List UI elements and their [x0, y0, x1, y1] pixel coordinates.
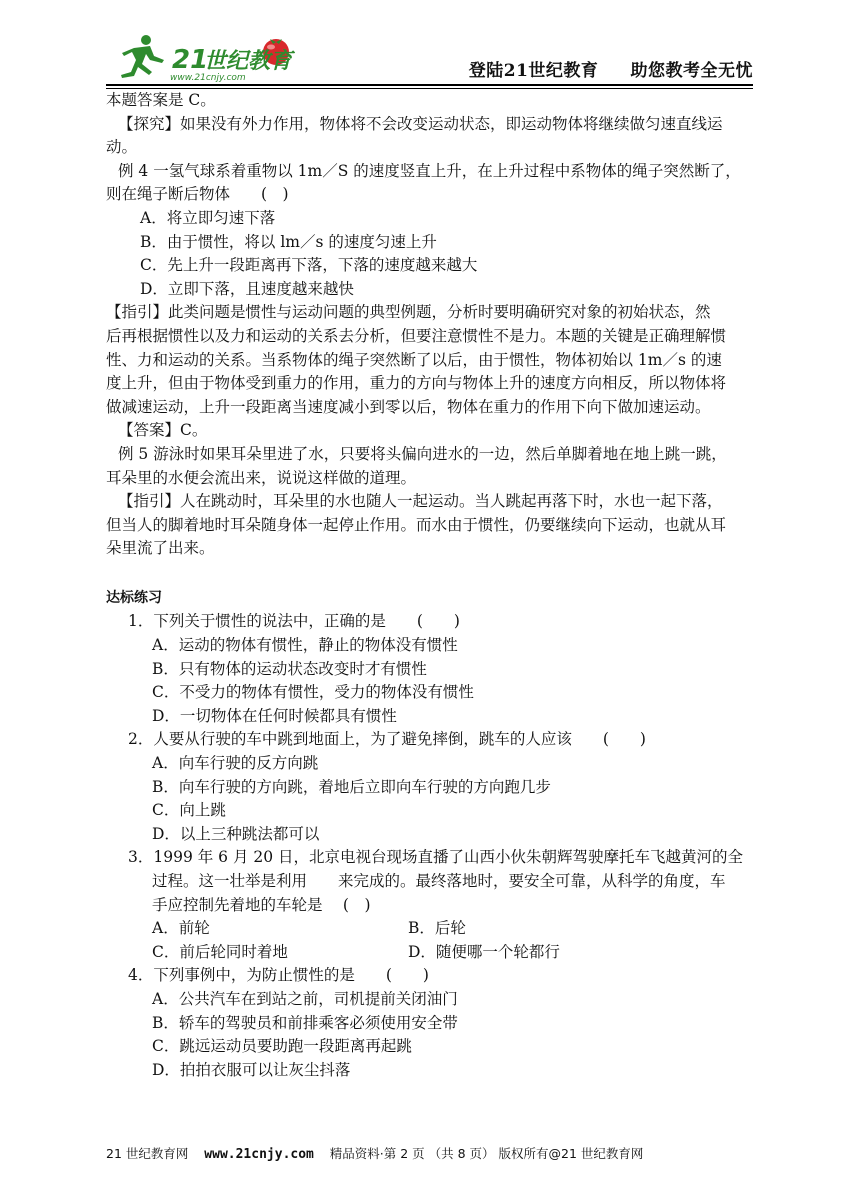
text-line: 例 4 一氢气球系着重物以 1m／S 的速度竖直上升，在上升过程中系物体的绳子突然断了，	[118, 161, 741, 180]
q4-option-c: C．跳远运动员要助跑一段距离再起跳	[152, 1037, 412, 1056]
text-line: 做减速运动，上升一段距离当速度减小到零以后，物体在重力的作用下向下做加速运动。	[106, 397, 711, 416]
question-3: 3．1999 年 6 月 20 日，北京电视台现场直播了山西小伙朱朝辉驾驶摩托车飞越黄河的全	[128, 848, 744, 867]
question-3-cont: 手应控制先着地的车轮是 ( )	[152, 895, 371, 914]
text-line: 例 5 游泳时如果耳朵里进了水，只要将头偏向进水的一边，然后单脚着地在地上跳一跳，	[118, 444, 727, 463]
q4-option-b: B．轿车的驾驶员和前排乘客必须使用安全带	[152, 1013, 458, 1032]
question-3-cont: 过程。这一壮举是利用 来完成的。最终落地时，要安全可靠，从科学的角度，车	[152, 872, 726, 890]
q4-option-a: A．公共汽车在到站之前，司机提前关闭油门	[152, 989, 458, 1008]
header-slogan	[469, 56, 753, 81]
page-footer	[106, 1144, 643, 1162]
q1-option-d: D．一切物体在任何时候都具有惯性	[152, 706, 397, 725]
question-1: 1．下列关于惯性的说法中，正确的是 ( )	[128, 612, 460, 631]
q2-option-d: D．以上三种跳法都可以	[152, 824, 320, 843]
logo-text: 世纪教育	[204, 49, 293, 74]
q2-option-c: C．向上跳	[152, 801, 226, 820]
q2-option-a: A．向车行驶的反方向跳	[152, 754, 319, 773]
header-rule	[106, 84, 753, 86]
q3-option-b: B．后轮	[408, 919, 466, 938]
text-line: 本题答案是 C。	[106, 91, 216, 109]
text-line: 【探究】如果没有外力作用，物体将不会改变运动状态，即运动物体将继续做匀速直线运	[118, 114, 723, 133]
footer-url[interactable]: www.21cnjy.com	[204, 1147, 314, 1162]
document-body	[106, 89, 758, 1082]
slogan-left: 登陆21世纪教育	[468, 61, 599, 81]
text-line: 【指引】此类问题是惯性与运动问题的典型例题，分析时要明确研究对象的初始状态，然	[106, 303, 711, 322]
option-d: D．立即下落，且速度越来越快	[140, 279, 354, 298]
text-line: 但当人的脚着地时耳朵随身体一起停止作用。而水由于惯性，仍要继续向下运动，也就从耳	[106, 515, 727, 534]
question-2: 2．人要从行驶的车中跳到地面上，为了避免摔倒，跳车的人应该 ( )	[128, 730, 646, 749]
q4-option-d: D．拍拍衣服可以让灰尘抖落	[152, 1060, 351, 1079]
option-c: C．先上升一段距离再下落，下落的速度越来越大	[140, 256, 478, 275]
q1-option-a: A．运动的物体有惯性，静止的物体没有惯性	[152, 636, 458, 655]
site-logo[interactable]	[106, 30, 306, 86]
text-line: 则在绳子断后物体 ( )	[106, 185, 289, 204]
answer-line: 【答案】C。	[118, 421, 208, 440]
question-4: 4．下列事例中，为防止惯性的是 ( )	[128, 966, 429, 985]
q3-options-row	[106, 941, 758, 965]
q3-option-c: C．前后轮同时着地	[152, 942, 288, 961]
q3-option-a: A．前轮	[152, 919, 210, 938]
option-b: B．由于惯性，将以 lm／s 的速度匀速上升	[140, 232, 437, 251]
logo-url: www.21cnjy.com	[170, 73, 246, 83]
footer-site: 21 世纪教育网	[106, 1146, 189, 1161]
text-line: 耳朵里的水便会流出来，说说这样做的道理。	[106, 468, 417, 487]
option-a: A．将立即匀速下落	[140, 208, 276, 227]
q1-option-c: C．不受力的物体有惯性，受力的物体没有惯性	[152, 683, 474, 702]
q2-option-b: B．向车行驶的方向跳，着地后立即向车行驶的方向跑几步	[152, 777, 551, 796]
logo-graphic	[106, 30, 306, 86]
text-line: 动。	[106, 138, 138, 157]
svg-text:21: 21	[172, 45, 209, 75]
q3-option-d: D．随便哪一个轮都行	[408, 942, 560, 961]
text-line: 性、力和运动的关系。当系物体的绳子突然断了以后，由于惯性，物体初始以 1m／s 的速	[106, 350, 722, 369]
text-line: 度上升，但由于物体受到重力的作用，重力的方向与物体上升的速度方向相反，所以物体将	[106, 374, 727, 393]
footer-info: 精品资料·第 2 页 （共 8 页） 版权所有@21 世纪教育网	[329, 1146, 644, 1161]
q1-option-b: B．只有物体的运动状态改变时才有惯性	[152, 659, 427, 678]
text-line: 【指引】人在跳动时，耳朵里的水也随人一起运动。当人跳起再落下时，水也一起下落，	[118, 492, 723, 511]
q3-options-row	[106, 917, 758, 941]
text-line: 朵里流了出来。	[106, 539, 215, 558]
section-heading: 达标练习	[106, 589, 162, 606]
text-line: 后再根据惯性以及力和运动的关系去分析，但要注意惯性不是力。本题的关键是正确理解惯	[106, 326, 727, 345]
slogan-right: 助您教考全无忧	[630, 61, 753, 81]
